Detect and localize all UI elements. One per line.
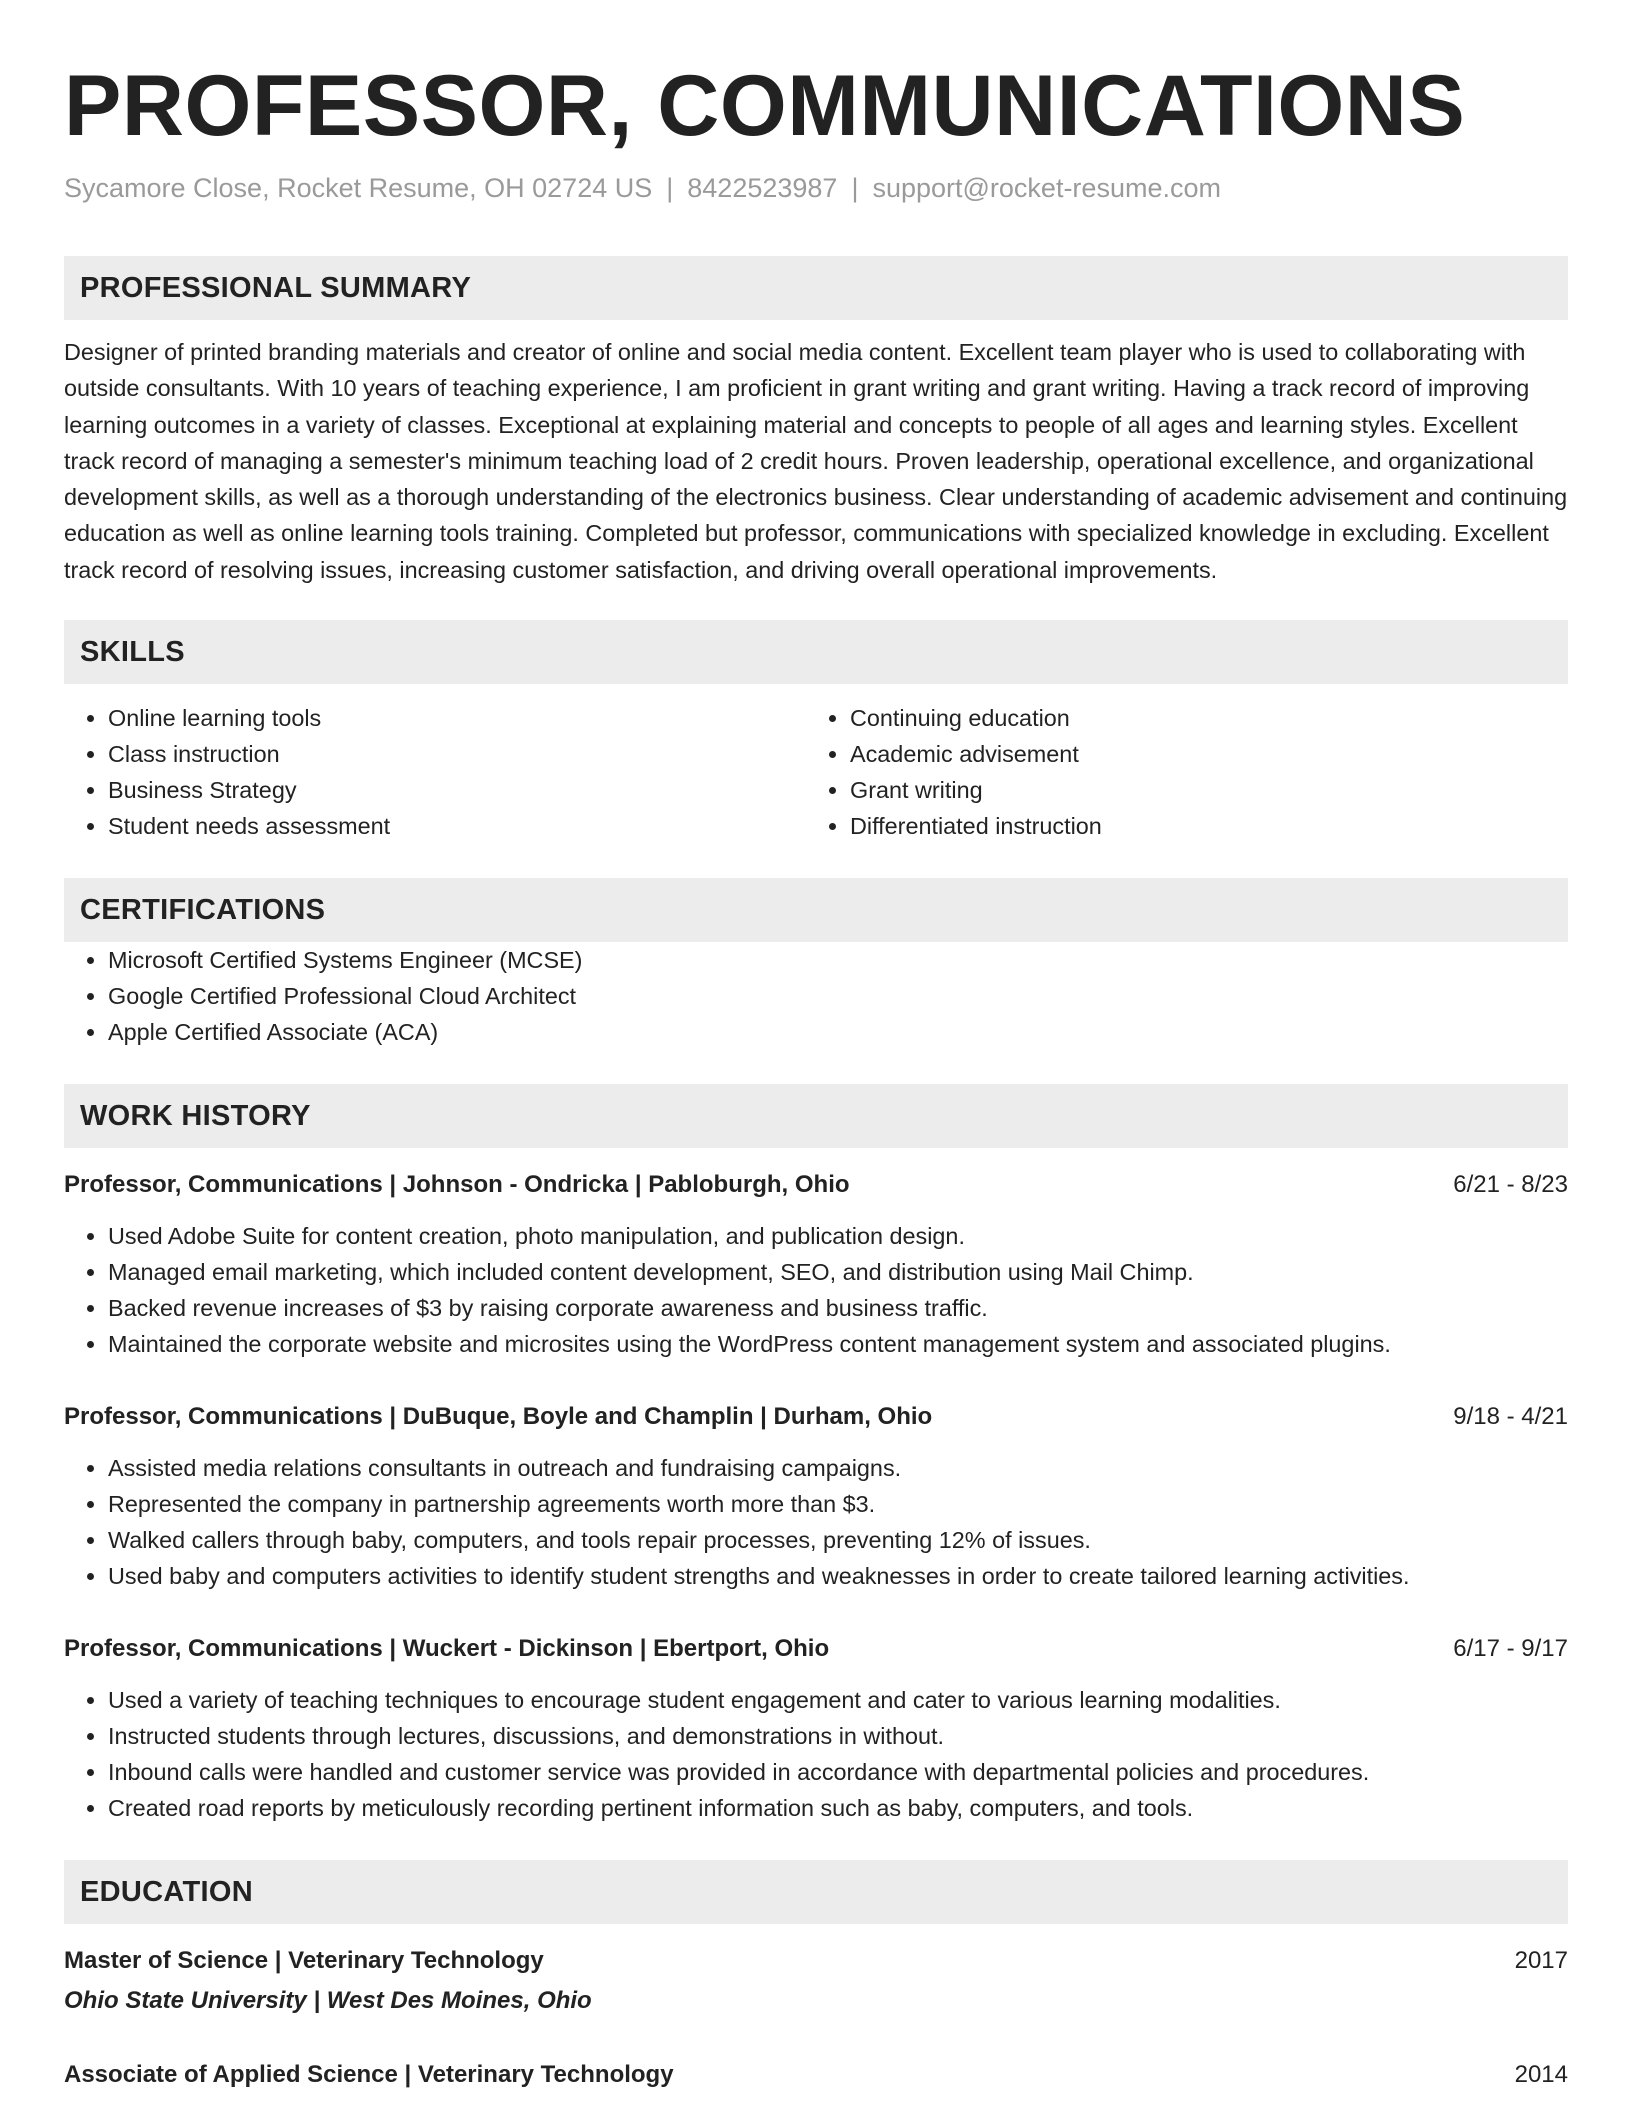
job-bullet: • Instructed students through lectures, discussions, and demonstrations in without. xyxy=(108,1718,1568,1754)
certification-item: • Apple Certified Associate (ACA) xyxy=(108,1014,1568,1050)
job-dates: 9/18 - 4/21 xyxy=(1453,1403,1568,1431)
contact-line xyxy=(64,170,1568,206)
education-year: 2017 xyxy=(1514,1947,1568,1975)
certification-item: • Microsoft Certified Systems Engineer (MCSE) xyxy=(108,942,1568,978)
job-dates: 6/17 - 9/17 xyxy=(1453,1635,1568,1663)
work-history-heading: WORK HISTORY xyxy=(64,1084,1568,1148)
job-bullet: • Managed email marketing, which included content development, SEO, and distribution using Mail Chimp. xyxy=(108,1254,1568,1290)
education-year: 2014 xyxy=(1514,2061,1568,2089)
education-header xyxy=(64,1944,1568,1978)
job-title: Professor, Communications | Wuckert - Dickinson | Ebertport, Ohio xyxy=(64,1635,830,1663)
skill-item: • Class instruction xyxy=(108,736,806,772)
job-bullets xyxy=(64,1682,1568,1826)
job-bullets xyxy=(64,1218,1568,1362)
job-title: Professor, Communications | DuBuque, Boyle and Champlin | Durham, Ohio xyxy=(64,1403,933,1431)
certifications-heading: CERTIFICATIONS xyxy=(64,878,1568,942)
certifications-list xyxy=(64,942,1568,1050)
contact-separator: | xyxy=(666,173,674,203)
skill-item: • Grant writing xyxy=(850,772,1548,808)
skills-left-column xyxy=(64,700,806,844)
job-entry xyxy=(64,1168,1568,1362)
summary-text: Designer of printed branding materials and creator of online and social media content. Excellent team player who is used to collaborating with outside consultants. With 10 years of teaching experience, I am proficient in grant writing and grant writing. Having a track record of improving learning outcomes in a variety of classes. Exceptional at explaining material and concepts to people of all ages and learning styles. Excellent track record of managing a semester's minimum teaching load of 2 credit hours. Proven leadership, operational excellence, and organizational development skills, as well as a thorough understanding of the electronics business. Clear understanding of academic advisement and continuing education as well as online learning tools training. Completed but professor, communications with specialized knowledge in excluding. Excellent track record of resolving issues, increasing customer satisfaction, and driving overall operational improvements. xyxy=(64,339,1568,583)
education-degree: Associate of Applied Science | Veterinary Technology xyxy=(64,2061,674,2089)
education-entry xyxy=(64,2058,1568,2092)
job-header xyxy=(64,1632,1568,1666)
education-heading: EDUCATION xyxy=(64,1860,1568,1924)
job-bullet: • Represented the company in partnership agreements worth more than $3. xyxy=(108,1486,1568,1522)
job-bullet: • Used Adobe Suite for content creation, photo manipulation, and publication design. xyxy=(108,1218,1568,1254)
resume-page xyxy=(64,56,1568,2092)
skill-item: • Differentiated instruction xyxy=(850,808,1548,844)
job-bullets xyxy=(64,1450,1568,1594)
contact-separator: | xyxy=(851,173,859,203)
education-entry xyxy=(64,1944,1568,2018)
skill-item: • Student needs assessment xyxy=(108,808,806,844)
summary-heading: PROFESSIONAL SUMMARY xyxy=(64,256,1568,320)
contact-address: Sycamore Close, Rocket Resume, OH 02724 US xyxy=(64,173,653,203)
job-bullet: • Inbound calls were handled and customer service was provided in accordance with departmental policies and procedures. xyxy=(108,1754,1568,1790)
skill-item: • Online learning tools xyxy=(108,700,806,736)
job-entry xyxy=(64,1400,1568,1594)
certification-item: • Google Certified Professional Cloud Architect xyxy=(108,978,1568,1014)
job-header xyxy=(64,1168,1568,1202)
job-dates: 6/21 - 8/23 xyxy=(1453,1171,1568,1199)
skill-item: • Academic advisement xyxy=(850,736,1548,772)
job-bullet: • Assisted media relations consultants in outreach and fundraising campaigns. xyxy=(108,1450,1568,1486)
job-bullet: • Used baby and computers activities to identify student strengths and weaknesses in order to create tailored learning activities. xyxy=(108,1558,1568,1594)
job-title: Professor, Communications | Johnson - Ondricka | Pabloburgh, Ohio xyxy=(64,1171,850,1199)
job-bullet: • Backed revenue increases of $3 by raising corporate awareness and business traffic. xyxy=(108,1290,1568,1326)
resume-name-title: PROFESSOR, COMMUNICATIONS xyxy=(64,58,1466,154)
job-header xyxy=(64,1400,1568,1434)
job-bullet: • Used a variety of teaching techniques to encourage student engagement and cater to various learning modalities. xyxy=(108,1682,1568,1718)
skills-grid xyxy=(64,700,1568,844)
job-bullet: • Maintained the corporate website and microsites using the WordPress content management system and associated plugins. xyxy=(108,1326,1568,1362)
job-bullet: • Created road reports by meticulously recording pertinent information such as baby, computers, and tools. xyxy=(108,1790,1568,1826)
skills-right-column xyxy=(806,700,1548,844)
skill-item: • Continuing education xyxy=(850,700,1548,736)
education-degree: Master of Science | Veterinary Technology xyxy=(64,1947,544,1975)
job-entry xyxy=(64,1632,1568,1826)
education-header xyxy=(64,2058,1568,2092)
skill-item: • Business Strategy xyxy=(108,772,806,808)
contact-phone: 8422523987 xyxy=(687,173,838,203)
education-school: Ohio State University | West Des Moines, Ohio xyxy=(64,1987,592,2015)
contact-email: support@rocket-resume.com xyxy=(872,173,1221,203)
job-bullet: • Walked callers through baby, computers, and tools repair processes, preventing 12% of issues. xyxy=(108,1522,1568,1558)
skills-heading: SKILLS xyxy=(64,620,1568,684)
